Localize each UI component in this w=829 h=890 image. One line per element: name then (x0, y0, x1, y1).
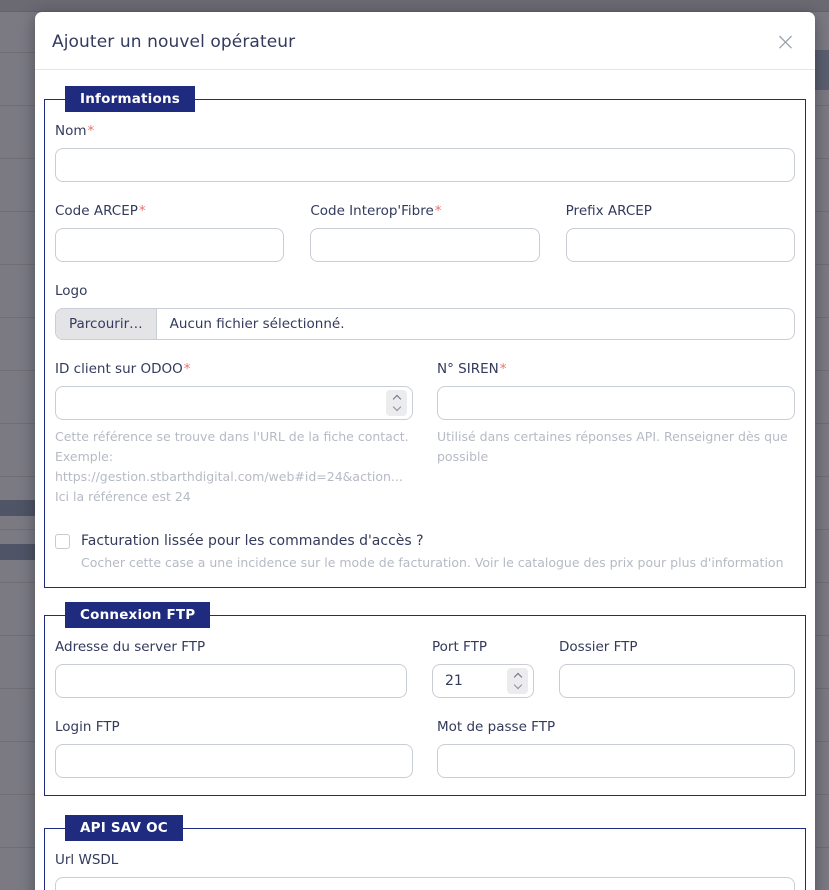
nom-label-text: Nom (55, 123, 87, 139)
adresse-ftp-input[interactable] (55, 664, 407, 698)
code-arcep-label-text: Code ARCEP (55, 203, 138, 219)
section-api-sav-oc (44, 815, 806, 890)
background-topbar (0, 0, 829, 12)
prefix-arcep-label (566, 203, 795, 219)
chevron-down-icon[interactable] (513, 681, 521, 689)
dossier-ftp-label-text: Dossier FTP (559, 639, 638, 655)
number-stepper[interactable] (507, 668, 528, 694)
facturation-label[interactable]: Facturation lissée pour les commandes d'accès ? (81, 533, 424, 549)
field-facturation (55, 533, 795, 570)
field-adresse-ftp (55, 639, 407, 698)
ftp-credentials-row (55, 719, 795, 778)
prefix-arcep-label-text: Prefix ARCEP (565, 203, 652, 219)
code-interop-label (310, 203, 539, 219)
chevron-down-icon[interactable] (392, 403, 400, 411)
modal-header (35, 12, 815, 70)
required-asterisk: * (87, 123, 95, 139)
facturation-checkbox[interactable] (55, 534, 70, 549)
field-password-ftp (437, 719, 795, 778)
id-odoo-label-text: ID client sur ODOO (55, 361, 183, 377)
required-asterisk: * (183, 361, 191, 377)
field-logo (55, 283, 795, 340)
field-login-ftp (55, 719, 413, 778)
adresse-ftp-label-text: Adresse du server FTP (55, 639, 206, 655)
port-ftp-number-field (432, 664, 534, 698)
field-prefix-arcep (566, 203, 795, 262)
id-odoo-input[interactable] (55, 386, 413, 420)
url-wsdl-input[interactable] (55, 877, 795, 890)
siren-input[interactable] (437, 386, 795, 420)
nom-label (55, 123, 795, 139)
background-table-cell (0, 544, 35, 560)
number-stepper[interactable] (386, 390, 407, 416)
port-ftp-label-text: Port FTP (432, 639, 487, 655)
siren-label (437, 361, 795, 377)
dossier-ftp-label (559, 639, 795, 655)
ftp-server-row (55, 639, 795, 698)
logo-label-text: Logo (55, 283, 88, 299)
modal-body (35, 70, 815, 890)
url-wsdl-label-text: Url WSDL (55, 852, 119, 868)
facturation-checkbox-row (55, 533, 795, 549)
field-url-wsdl (55, 852, 795, 890)
facturation-help-text: Cocher cette case a une incidence sur le mode de facturation. Voir le catalogue des prix pour plus d'information (81, 555, 784, 570)
prefix-arcep-input[interactable] (566, 228, 795, 262)
siren-label-text: N° SIREN (437, 361, 499, 377)
id-odoo-help-text: Cette référence se trouve dans l'URL de la fiche contact. Exemple: https://gestion.stbarthdigital.com/web#id=24&action... Ici la référence est 24 (55, 429, 409, 504)
background-table-cell (815, 50, 829, 90)
code-arcep-label (55, 203, 284, 219)
logo-file-input[interactable] (55, 308, 795, 340)
field-code-arcep (55, 203, 284, 262)
logo-label (55, 283, 795, 299)
section-informations-legend: Informations (65, 86, 195, 112)
id-odoo-label (55, 361, 413, 377)
required-asterisk: * (138, 203, 146, 219)
field-id-odoo (55, 361, 413, 507)
siren-help-text: Utilisé dans certaines réponses API. Renseigner dès que possible (437, 429, 788, 464)
field-code-interop (310, 203, 539, 262)
password-ftp-input[interactable] (437, 744, 795, 778)
login-ftp-label-text: Login FTP (55, 719, 120, 735)
browse-button[interactable]: Parcourir… (56, 309, 157, 339)
codes-row (55, 203, 795, 262)
section-informations (44, 86, 806, 588)
dossier-ftp-input[interactable] (559, 664, 795, 698)
password-ftp-label (437, 719, 795, 735)
id-odoo-number-field (55, 386, 413, 420)
code-interop-input[interactable] (310, 228, 539, 262)
add-operator-modal (35, 12, 815, 890)
field-nom (55, 123, 795, 182)
section-connexion-ftp (44, 602, 806, 796)
close-icon[interactable]: × (775, 27, 796, 56)
field-dossier-ftp (559, 639, 795, 698)
url-wsdl-label (55, 852, 795, 868)
code-arcep-input[interactable] (55, 228, 284, 262)
code-interop-label-text: Code Interop'Fibre (310, 203, 434, 219)
modal-title: Ajouter un nouvel opérateur (52, 32, 296, 52)
section-api-sav-oc-legend: API SAV OC (65, 815, 183, 841)
password-ftp-label-text: Mot de passe FTP (437, 719, 556, 735)
adresse-ftp-label (55, 639, 407, 655)
login-ftp-input[interactable] (55, 744, 413, 778)
port-ftp-label (432, 639, 534, 655)
field-siren (437, 361, 795, 467)
odoo-siren-row (55, 361, 795, 507)
field-port-ftp (432, 639, 534, 698)
file-selected-text: Aucun fichier sélectionné. (169, 316, 345, 332)
background-table-cell (0, 500, 35, 516)
section-connexion-ftp-legend: Connexion FTP (65, 602, 210, 628)
required-asterisk: * (499, 361, 507, 377)
required-asterisk: * (434, 203, 442, 219)
login-ftp-label (55, 719, 413, 735)
nom-input[interactable] (55, 148, 795, 182)
